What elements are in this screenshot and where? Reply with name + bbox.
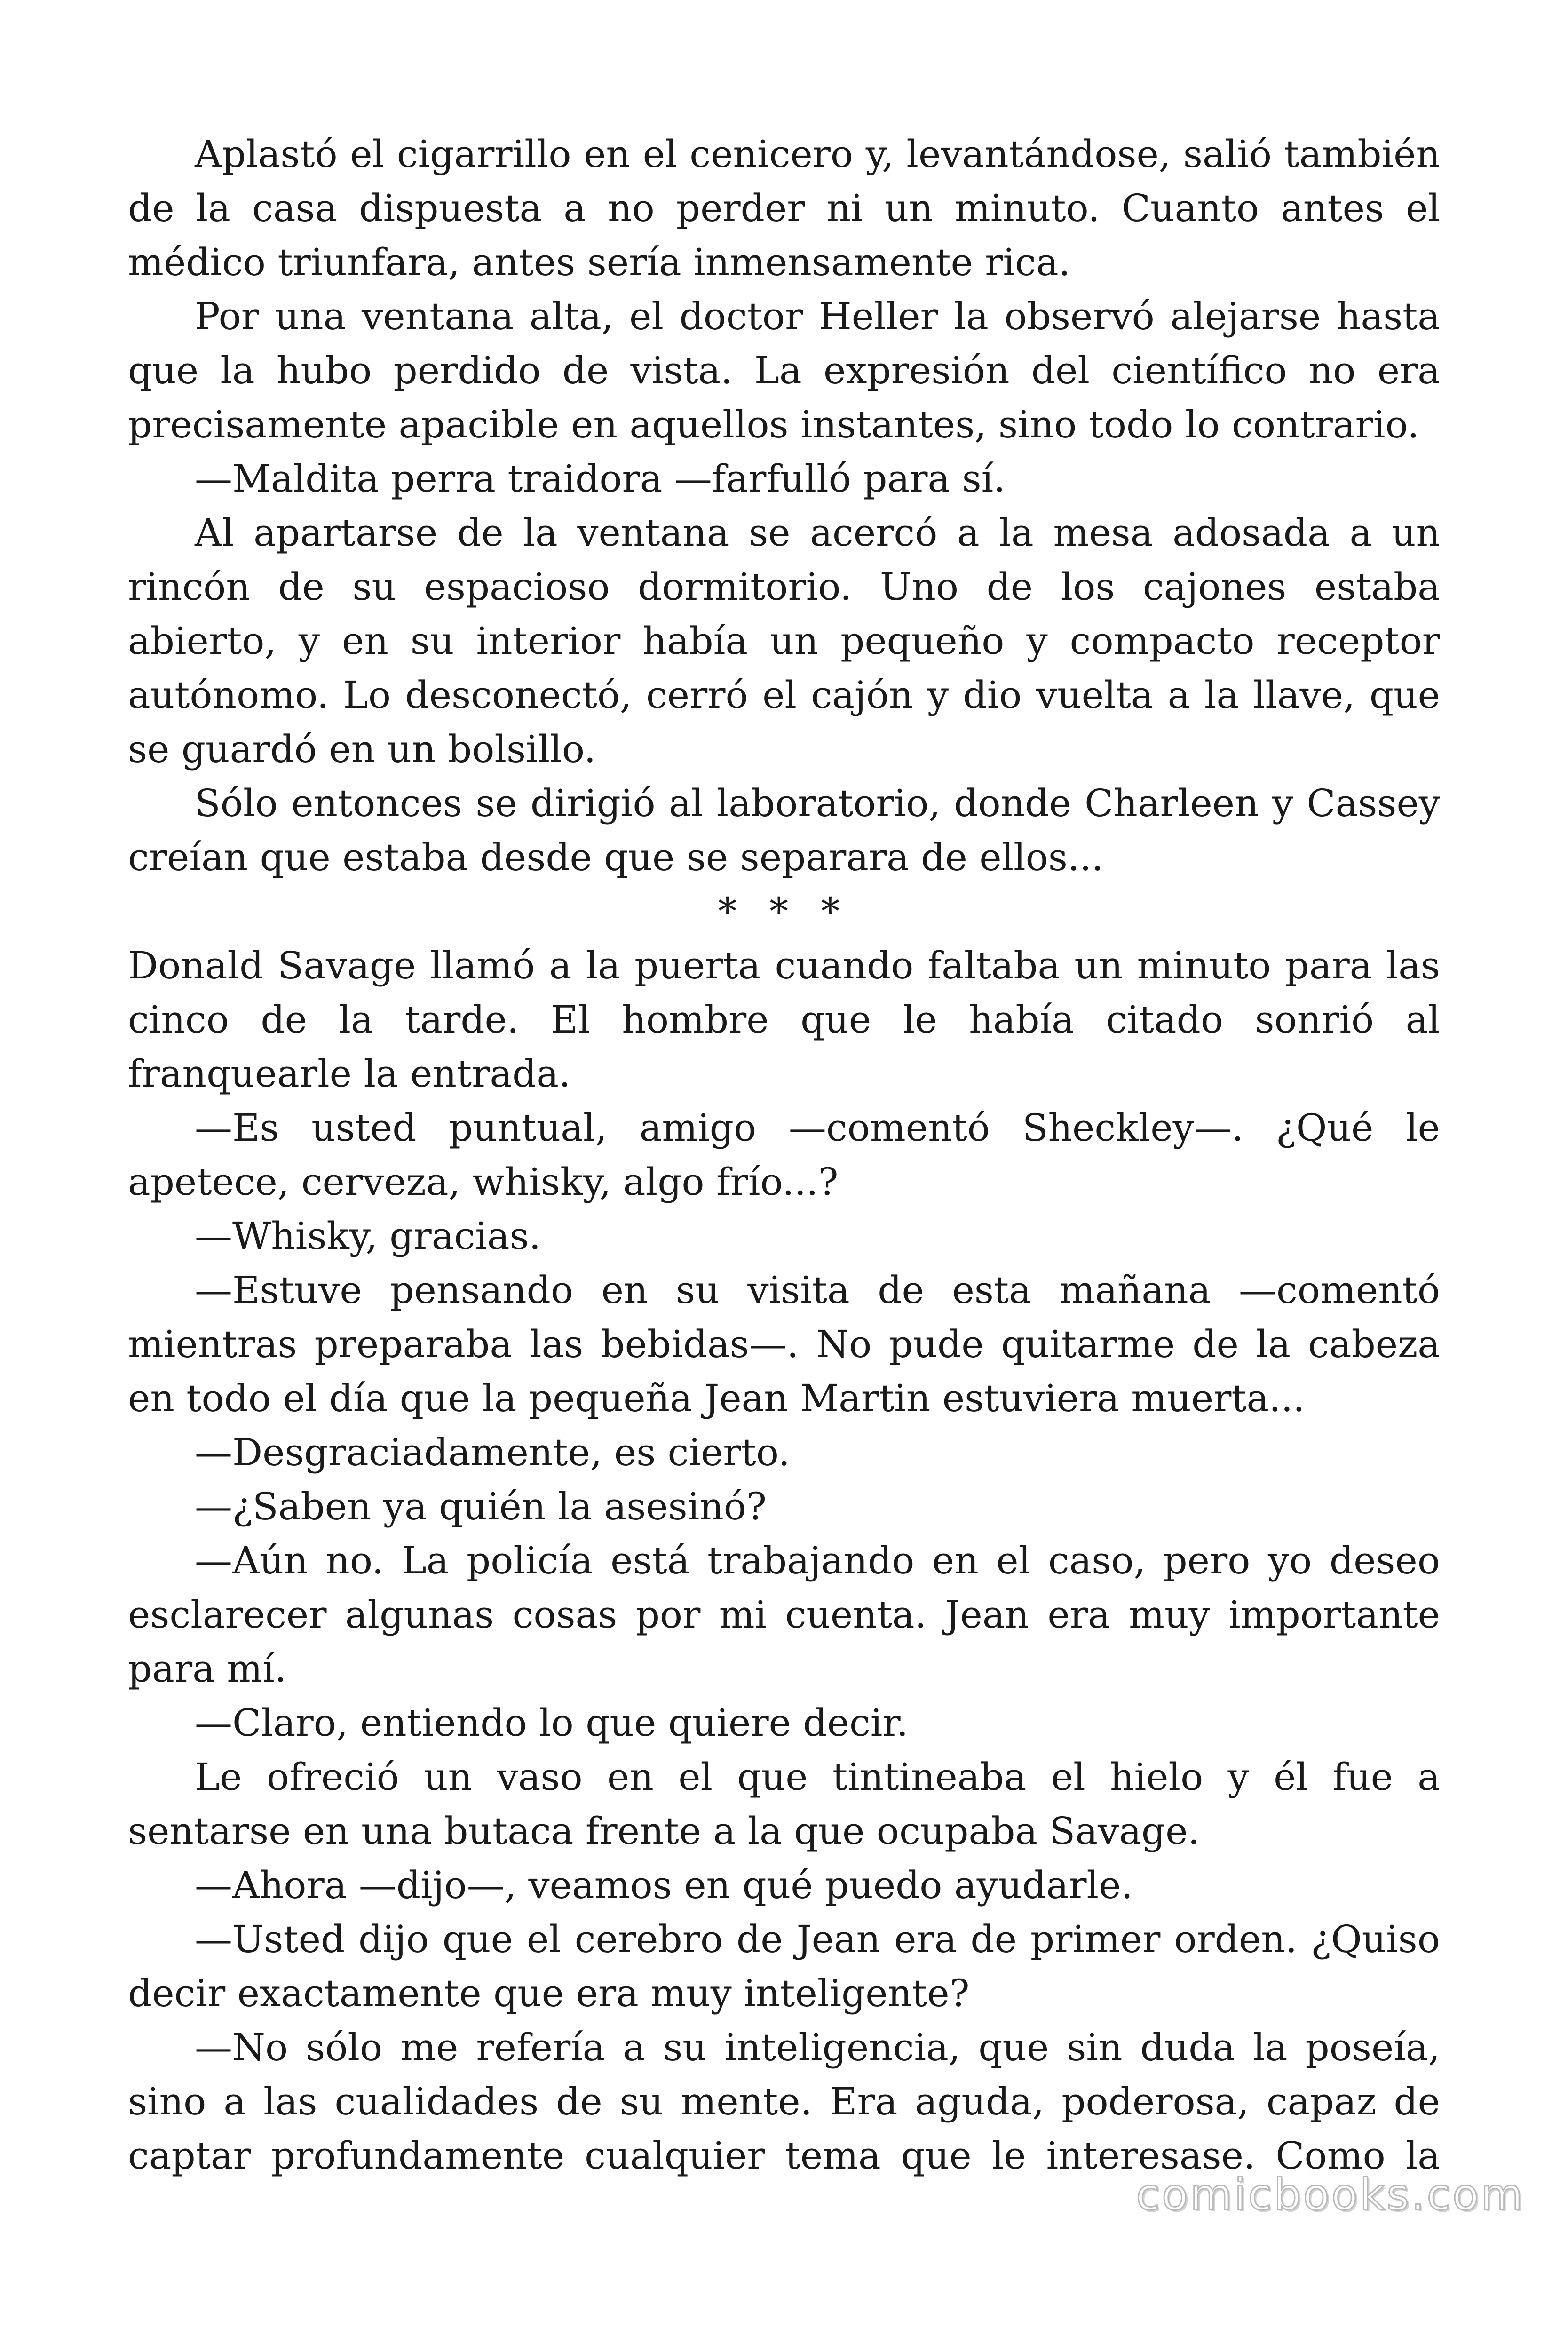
paragraph: Por una ventana alta, el doctor Heller la observó alejarse hasta que la hubo perdido de vista. La expresión del científico no era precisamente apacible en aquellos instantes, sino todo lo contrario. <box>128 294 1440 446</box>
paragraph: —No sólo me refería a su inteligencia, que sin duda la poseía, sino a las cualidades de su mente. Era aguda, poderosa, capaz de captar profundamente cualquier tema que le interesase. Como la <box>128 2026 1440 2177</box>
paragraph: —¿Saben ya quién la asesinó? <box>195 1485 767 1528</box>
scene-break: * * * <box>718 890 850 933</box>
paragraph: —Estuve pensando en su visita de esta mañana —comentó mientras preparaba las bebidas—. No pude quitarme de la cabeza en todo el día que la pequeña Jean Martin estuviera muerta... <box>128 1268 1440 1420</box>
paragraph: —Es usted puntual, amigo —comentó Sheckley—. ¿Qué le apetece, cerveza, whisky, algo frío...? <box>128 1106 1440 1204</box>
paragraph: —Claro, entiendo lo que quiere decir. <box>195 1701 909 1745</box>
watermark-logo: comicbooks.com <box>1136 2169 1525 2220</box>
paragraph: Sólo entonces se dirigió al laboratorio, donde Charleen y Cassey creían que estaba desde que se separara de ellos... <box>128 781 1440 879</box>
page-body <box>128 127 1440 2183</box>
paragraph: Le ofreció un vaso en el que tintineaba el hielo y él fue a sentarse en una butaca frente a la que ocupaba Savage. <box>128 1755 1440 1853</box>
paragraph: —Ahora —dijo—, veamos en qué puedo ayudarle. <box>195 1863 1133 1907</box>
paragraph: —Maldita perra traidora —farfulló para sí. <box>195 457 1006 501</box>
paragraph: Donald Savage llamó a la puerta cuando faltaba un minuto para las cinco de la tarde. El hombre que le había citado sonrió al franquearle la entrada. <box>128 944 1440 1096</box>
paragraph: Al apartarse de la ventana se acercó a la mesa adosada a un rincón de su espacioso dormitorio. Uno de los cajones estaba abierto, y en su interior había un pequeño y compacto receptor autónomo. Lo desconectó, cerró el cajón y dio vuelta a la llave, que se guardó en un bolsillo. <box>128 511 1440 771</box>
paragraph: —Usted dijo que el cerebro de Jean era de primer orden. ¿Quiso decir exactamente que era muy inteligente? <box>128 1917 1440 2015</box>
paragraph: —Whisky, gracias. <box>195 1214 541 1258</box>
paragraph: Aplastó el cigarrillo en el cenicero y, levantándose, salió también de la casa dispuesta a no perder ni un minuto. Cuanto antes el médico triunfara, antes sería inmensamente rica. <box>128 132 1440 284</box>
paragraph: —Aún no. La policía está trabajando en el caso, pero yo deseo esclarecer algunas cosas por mi cuenta. Jean era muy importante para mí. <box>128 1539 1440 1691</box>
paragraph: —Desgraciadamente, es cierto. <box>195 1430 790 1474</box>
